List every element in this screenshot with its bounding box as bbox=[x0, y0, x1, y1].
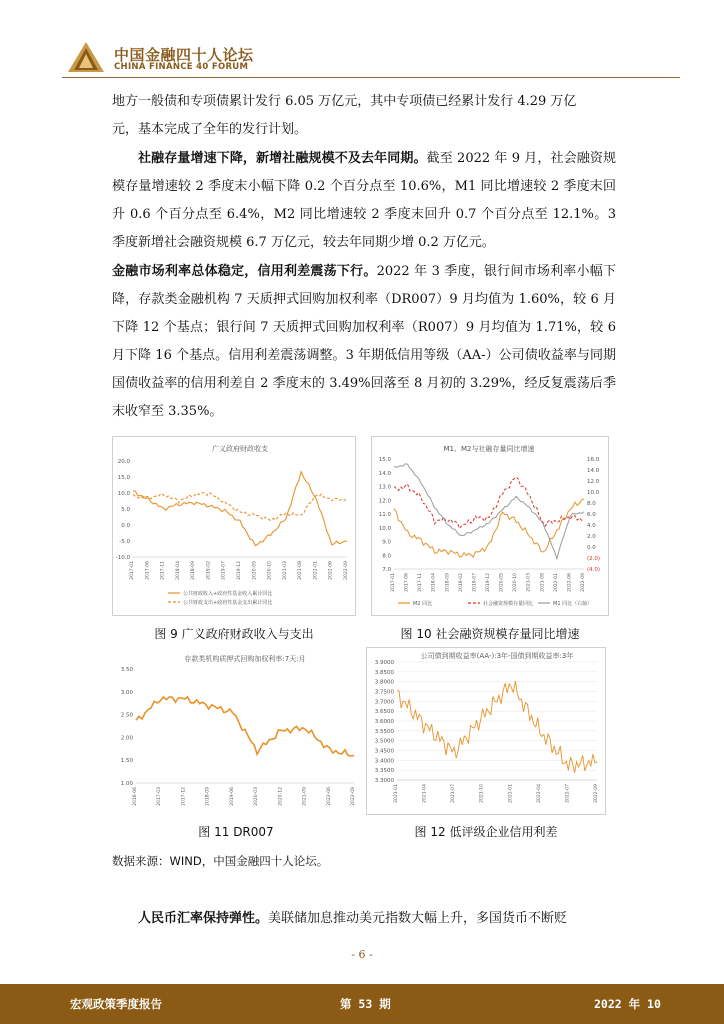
y-tick-label: 1.50 bbox=[120, 758, 133, 765]
y-tick-label: 3.5500 bbox=[374, 728, 394, 735]
figure-12-caption: 图 12 低评级企业信用利差 bbox=[414, 825, 558, 839]
chart-title: 公司债到期收益率(AA-):3年-国债到期收益率:3年 bbox=[420, 652, 574, 660]
paragraph-2 bbox=[112, 145, 616, 257]
x-tick-label: 2022-09 bbox=[581, 573, 586, 592]
x-tick-label: 2021-01 bbox=[394, 784, 399, 803]
footer-date: 2022 年 10 bbox=[594, 997, 661, 1011]
paragraph-3-heading: 金融市场利率总体稳定，信用利差震荡下行。 bbox=[112, 264, 377, 279]
x-tick-label: 2018-09 bbox=[205, 787, 211, 806]
x-tick-label: 2021-03 bbox=[526, 573, 532, 592]
x-tick-label: 2018-09 bbox=[445, 573, 451, 592]
footer-issue: 第 53 期 bbox=[340, 997, 391, 1011]
fig12-svg bbox=[367, 648, 605, 814]
x-tick-label: 2019-02 bbox=[458, 573, 464, 592]
figure-9-caption: 图 9 广义政府财政收入与支出 bbox=[154, 627, 314, 641]
y-tick-label: 15.0 bbox=[117, 475, 130, 481]
x-tick-label: 2018-04 bbox=[431, 573, 437, 592]
paragraph-3-text: 2022 年 3 季度，银行间市场利率小幅下降，存款类金融机构 7 天质押式回购加权利率（DR007）9 月均值为 1.60%，较 6 月下降 12 个基点；银行间 7 天质押式回购加权利率（R007）9 月均值为 1.71%，较 6 月下降 16 个基点。信用利差震荡调整。3 年期低信用等级（AA-）公司债收益率与同期国债收益率的信用利差自 2 季度末的 3.49%回落至 8 月初的 3.29%，经反复震荡后季末收窄至 3.35%。 bbox=[112, 264, 616, 419]
x-tick-label: 2016-06 bbox=[133, 787, 138, 806]
legend-label: M1 同比（右轴） bbox=[553, 601, 593, 607]
y-tick-label: -5.0 bbox=[119, 539, 130, 545]
legend-label: M2 同比 bbox=[413, 601, 433, 607]
y-tick-label: 15.0 bbox=[378, 457, 391, 463]
x-tick-label: 2022-06 bbox=[328, 561, 334, 580]
series-line bbox=[394, 499, 584, 557]
y-tick-label: 3.9000 bbox=[374, 660, 394, 666]
series-line bbox=[394, 464, 584, 559]
paragraph-4-text: 美联储加息推动美元指数大幅上升，多国货币不断贬 bbox=[268, 911, 568, 926]
y-tick-label: 3.8500 bbox=[374, 669, 394, 676]
y-right-tick-label: 6.0 bbox=[587, 512, 596, 518]
x-tick-label: 2022-09 bbox=[344, 561, 349, 580]
x-tick-label: 2019-06 bbox=[229, 787, 235, 806]
paragraph-1 bbox=[112, 88, 616, 144]
y-tick-label: 3.8000 bbox=[374, 679, 394, 686]
y-tick-label: 3.6500 bbox=[374, 709, 394, 716]
x-tick-label: 2021-07 bbox=[451, 784, 457, 803]
y-right-tick-label: (2.0) bbox=[587, 556, 601, 562]
series-line bbox=[136, 697, 354, 756]
y-tick-label: 10.0 bbox=[378, 525, 391, 532]
legend-label: 公共财政支出+政府性基金支出累计同比 bbox=[183, 600, 273, 606]
legend-label: 公共财政收入+政府性基金收入累计同比 bbox=[183, 591, 273, 597]
y-tick-label: 3.50 bbox=[120, 667, 133, 673]
y-tick-label: 7.0 bbox=[382, 567, 391, 573]
x-tick-label: 2017-06 bbox=[404, 573, 410, 592]
paragraph-1-line-2: 元，基本完成了全年的发行计划。 bbox=[112, 122, 308, 137]
y-tick-label: 3.3000 bbox=[374, 778, 394, 784]
paragraph-1-line-1: 地方一般债和专项债累计发行 6.05 万亿元，其中专项债已经累计发行 4.29 万亿 bbox=[112, 94, 577, 109]
x-tick-label: 2022-01 bbox=[313, 561, 319, 580]
y-tick-label: 5.0 bbox=[121, 507, 130, 513]
y-right-tick-label: 8.0 bbox=[587, 501, 596, 507]
x-tick-label: 2018-09 bbox=[191, 561, 197, 580]
chart-title: 广义政府财政收支 bbox=[212, 445, 268, 453]
x-tick-label: 2021-08 bbox=[540, 573, 546, 592]
y-right-tick-label: 0.0 bbox=[587, 545, 596, 551]
x-tick-label: 2017-01 bbox=[130, 561, 135, 580]
y-tick-label: 3.4500 bbox=[374, 748, 394, 755]
x-tick-label: 2019-07 bbox=[221, 561, 227, 580]
y-tick-label: 8.0 bbox=[382, 553, 391, 560]
x-tick-label: 2017-06 bbox=[145, 561, 151, 580]
paragraph-2-text: 截至 2022 年 9 月，社会融资规模存量增速较 2 季度末小幅下降 0.2 个百分点至 10.6%，M1 同比增速较 2 季度末回升 0.6 个百分点至 6.4%，M2 同比增速较 2 季度末回升 0.7 个百分点至 12.1%。3 季度新增社会融资规模 6.7 万亿元，较去年同期少增 0.2 万亿元。 bbox=[112, 151, 616, 250]
figure-10-caption: 图 10 社会融资规模存量同比增速 bbox=[400, 627, 580, 641]
x-tick-label: 2019-12 bbox=[237, 561, 242, 580]
x-tick-label: 2022-09 bbox=[594, 784, 599, 803]
y-tick-label: 1.00 bbox=[120, 781, 133, 787]
forum-logo-icon bbox=[66, 40, 106, 74]
y-tick-label: 3.7500 bbox=[374, 689, 394, 696]
x-tick-label: 2017-01 bbox=[391, 573, 396, 592]
y-tick-label: 3.6000 bbox=[374, 719, 394, 725]
x-tick-label: 2020-10 bbox=[267, 561, 273, 580]
y-tick-label: 2.50 bbox=[120, 712, 133, 719]
x-tick-label: 2017-11 bbox=[160, 561, 166, 580]
x-tick-label: 2020-03 bbox=[254, 787, 260, 806]
fig10-svg bbox=[372, 437, 608, 615]
y-right-tick-label: 14.0 bbox=[587, 468, 600, 474]
x-tick-label: 2017-12 bbox=[181, 787, 187, 806]
x-tick-label: 2020-12 bbox=[278, 787, 284, 806]
series-line bbox=[133, 472, 347, 546]
header-divider bbox=[62, 77, 680, 78]
x-tick-label: 2017-03 bbox=[157, 787, 163, 806]
x-tick-label: 2021-10 bbox=[479, 784, 485, 803]
y-right-tick-label: 2.0 bbox=[587, 534, 596, 540]
x-tick-label: 2018-04 bbox=[175, 561, 181, 580]
figure-10-chart bbox=[371, 436, 609, 616]
y-right-tick-label: 16.0 bbox=[587, 457, 600, 463]
y-tick-label: 0.0 bbox=[121, 523, 130, 529]
y-tick-label: 3.3500 bbox=[374, 768, 394, 775]
y-tick-label: 3.5000 bbox=[374, 738, 394, 745]
y-right-tick-label: 12.0 bbox=[587, 479, 600, 485]
y-tick-label: 3.00 bbox=[120, 689, 133, 696]
chart-title: 存款类机构质押式回购加权利率:7天:月 bbox=[184, 655, 306, 663]
figure-12-chart bbox=[366, 647, 606, 815]
figure-11-chart bbox=[110, 647, 362, 815]
y-tick-label: -10.0 bbox=[115, 555, 130, 561]
paragraph-4-heading: 人民币汇率保持弹性。 bbox=[138, 911, 269, 926]
x-tick-label: 2021-08 bbox=[298, 561, 304, 580]
legend-label: 社会融资规模存量同比 bbox=[483, 601, 534, 607]
y-tick-label: 10.0 bbox=[117, 491, 130, 497]
fig11-svg bbox=[110, 647, 362, 815]
x-tick-label: 2019-02 bbox=[206, 561, 212, 580]
x-tick-label: 2020-10 bbox=[513, 573, 519, 592]
x-tick-label: 2019-07 bbox=[472, 573, 478, 592]
footer-report-title: 宏观政策季度报告 bbox=[70, 997, 162, 1011]
paragraph-4 bbox=[112, 905, 616, 933]
y-right-tick-label: (4.0) bbox=[587, 567, 601, 573]
y-tick-label: 9.0 bbox=[382, 539, 391, 546]
y-tick-label: 11.0 bbox=[378, 512, 391, 518]
paragraph-3 bbox=[112, 258, 616, 426]
x-tick-label: 2021-03 bbox=[282, 561, 288, 580]
brand-name-en: CHINA FINANCE 40 FORUM bbox=[114, 62, 249, 72]
chart-title: M1、M2与社融存量同比增速 bbox=[443, 445, 535, 453]
brand-name-cn: 中国金融四十人论坛 bbox=[114, 46, 254, 64]
figure-11-caption: 图 11 DR007 bbox=[198, 825, 274, 839]
x-tick-label: 2017-11 bbox=[418, 573, 424, 592]
y-tick-label: 20.0 bbox=[117, 459, 130, 465]
y-tick-label: 14.0 bbox=[378, 470, 391, 477]
fig9-svg bbox=[113, 437, 355, 615]
y-right-tick-label: 10.0 bbox=[587, 490, 600, 496]
page-footer bbox=[0, 984, 724, 1024]
y-tick-label: 12.0 bbox=[378, 498, 391, 505]
y-tick-label: 13.0 bbox=[378, 484, 391, 491]
page-header bbox=[0, 0, 724, 80]
x-tick-label: 2020-05 bbox=[252, 561, 258, 580]
x-tick-label: 2020-05 bbox=[499, 573, 505, 592]
x-tick-label: 2022-01 bbox=[553, 573, 559, 592]
data-source-note: 数据来源：WIND，中国金融四十人论坛。 bbox=[112, 854, 329, 868]
x-tick-label: 2022-04 bbox=[536, 784, 542, 803]
x-tick-label: 2021-04 bbox=[422, 784, 428, 803]
x-tick-label: 2022-01 bbox=[508, 784, 514, 803]
figure-9-chart bbox=[112, 436, 356, 616]
x-tick-label: 2022-06 bbox=[567, 573, 573, 592]
x-tick-label: 2022-09 bbox=[351, 787, 356, 806]
y-right-tick-label: 4.0 bbox=[587, 523, 596, 529]
y-tick-label: 3.4000 bbox=[374, 758, 394, 765]
paragraph-2-heading: 社融存量增速下降，新增社融规模不及去年同期。 bbox=[138, 151, 427, 166]
y-tick-label: 3.7000 bbox=[374, 699, 394, 706]
x-tick-label: 2019-12 bbox=[486, 573, 491, 592]
x-tick-label: 2021-09 bbox=[302, 787, 308, 806]
y-tick-label: 2.00 bbox=[120, 735, 133, 742]
x-tick-label: 2022-07 bbox=[565, 784, 571, 803]
x-tick-label: 2022-06 bbox=[326, 787, 332, 806]
page-number: - 6 - bbox=[351, 948, 373, 961]
series-line bbox=[397, 681, 597, 773]
